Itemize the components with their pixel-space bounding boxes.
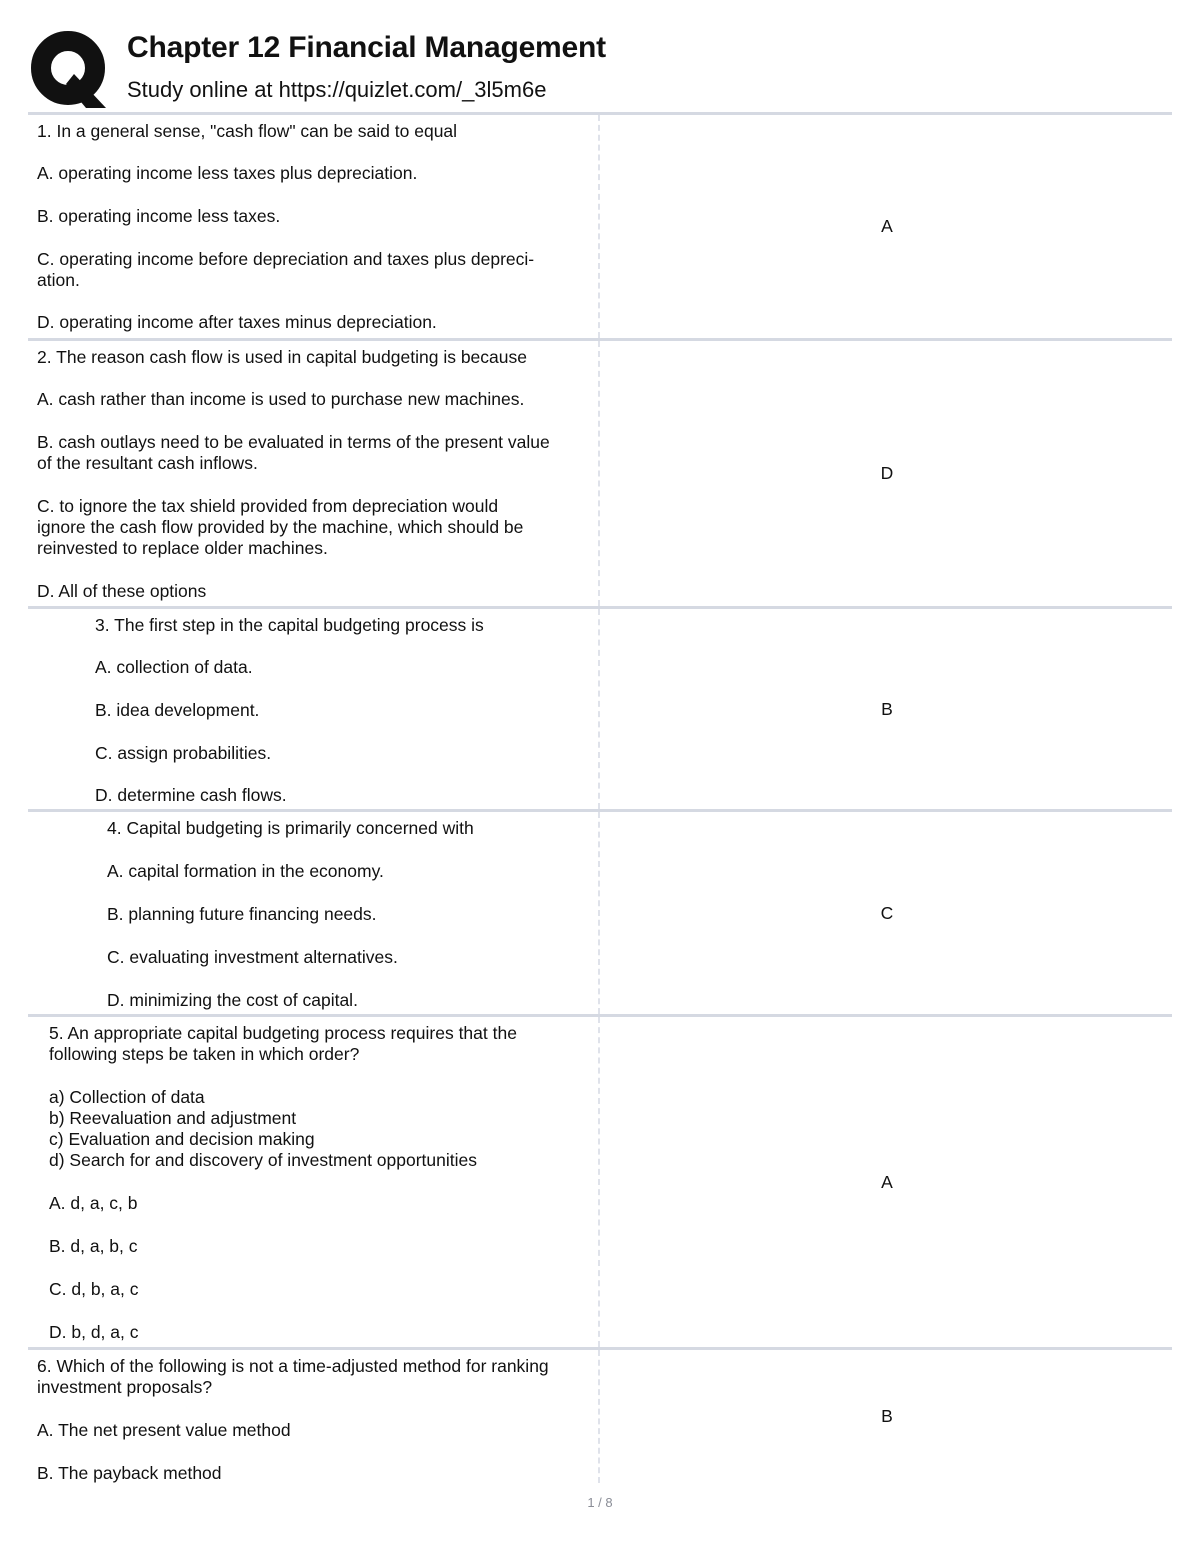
option-a: A. operating income less taxes plus depreciation.: [37, 163, 418, 183]
flashcard-2: [28, 338, 1172, 606]
card-answer: D: [880, 463, 894, 483]
option-d: D. All of these options: [37, 581, 207, 601]
quizlet-q-logo-icon: [30, 30, 110, 110]
flashcard-5: [28, 1014, 1172, 1347]
option-d: D. minimizing the cost of capital.: [107, 990, 358, 1010]
card-answer: B: [881, 698, 893, 719]
question-text: 6. Which of the following is not a time-adjusted method for ranking investment proposals?: [37, 1356, 549, 1397]
option-d: D. operating income after taxes minus depreciation.: [37, 312, 437, 332]
option-b: B. cash outlays need to be evaluated in terms of the present value of the resultant cash inflows.: [37, 432, 550, 473]
flashcard-1: [28, 112, 1172, 338]
card-term: [28, 115, 600, 338]
option-a: A. collection of data.: [95, 657, 253, 677]
card-answer: C: [880, 902, 894, 923]
card-term: [28, 609, 600, 809]
page-number: 1 / 8: [587, 1495, 613, 1510]
option-c: C. evaluating investment alternatives.: [107, 947, 398, 967]
option-d: D. b, d, a, c: [49, 1322, 139, 1342]
option-b: B. operating income less taxes.: [37, 206, 281, 226]
card-term: [28, 1017, 600, 1347]
option-a: A. d, a, c, b: [49, 1193, 138, 1213]
card-term: [28, 812, 600, 1014]
option-b: B. planning future financing needs.: [107, 904, 377, 924]
flashcard-3: [28, 606, 1172, 809]
option-b: B. idea development.: [95, 700, 260, 720]
question-text: 1. In a general sense, "cash flow" can be said to equal: [37, 121, 458, 141]
question-text: 3. The first step in the capital budgeting process is: [95, 615, 484, 635]
question-text: 5. An appropriate capital budgeting process requires that the following steps be taken in which order?: [49, 1023, 517, 1064]
page-title: Chapter 12 Financial Management: [127, 31, 606, 64]
option-a: A. capital formation in the economy.: [107, 861, 384, 881]
option-d: D. determine cash flows.: [95, 785, 287, 805]
study-online-link[interactable]: Study online at https://quizlet.com/_3l5m6e: [127, 77, 547, 102]
option-b: B. d, a, b, c: [49, 1236, 138, 1256]
flashcard-4: [28, 809, 1172, 1014]
page-header: [28, 28, 1172, 112]
question-text: 2. The reason cash flow is used in capital budgeting is because: [37, 347, 527, 367]
option-c: C. assign probabilities.: [95, 743, 272, 763]
card-answer: A: [881, 1171, 893, 1192]
question-text: 4. Capital budgeting is primarily concerned with: [107, 818, 474, 838]
option-b: B. The payback method: [37, 1463, 222, 1483]
option-a: A. The net present value method: [37, 1420, 291, 1440]
option-c: C. d, b, a, c: [49, 1279, 139, 1299]
card-term: [28, 341, 600, 606]
card-answer: A: [881, 216, 893, 236]
card-term: [28, 1350, 600, 1483]
option-a: A. cash rather than income is used to purchase new machines.: [37, 389, 525, 409]
option-c: C. operating income before depreciation and taxes plus depreci- ation.: [37, 249, 535, 290]
flashcard-6: [28, 1347, 1172, 1483]
card-answer: B: [881, 1406, 893, 1426]
option-c: C. to ignore the tax shield provided from depreciation would ignore the cash flow provided by the machine, which should be reinvested to replace older machines.: [37, 496, 524, 558]
steps-list: a) Collection of data b) Reevaluation and adjustment c) Evaluation and decision making d) Search for and discovery of investment opportunities: [49, 1087, 477, 1170]
